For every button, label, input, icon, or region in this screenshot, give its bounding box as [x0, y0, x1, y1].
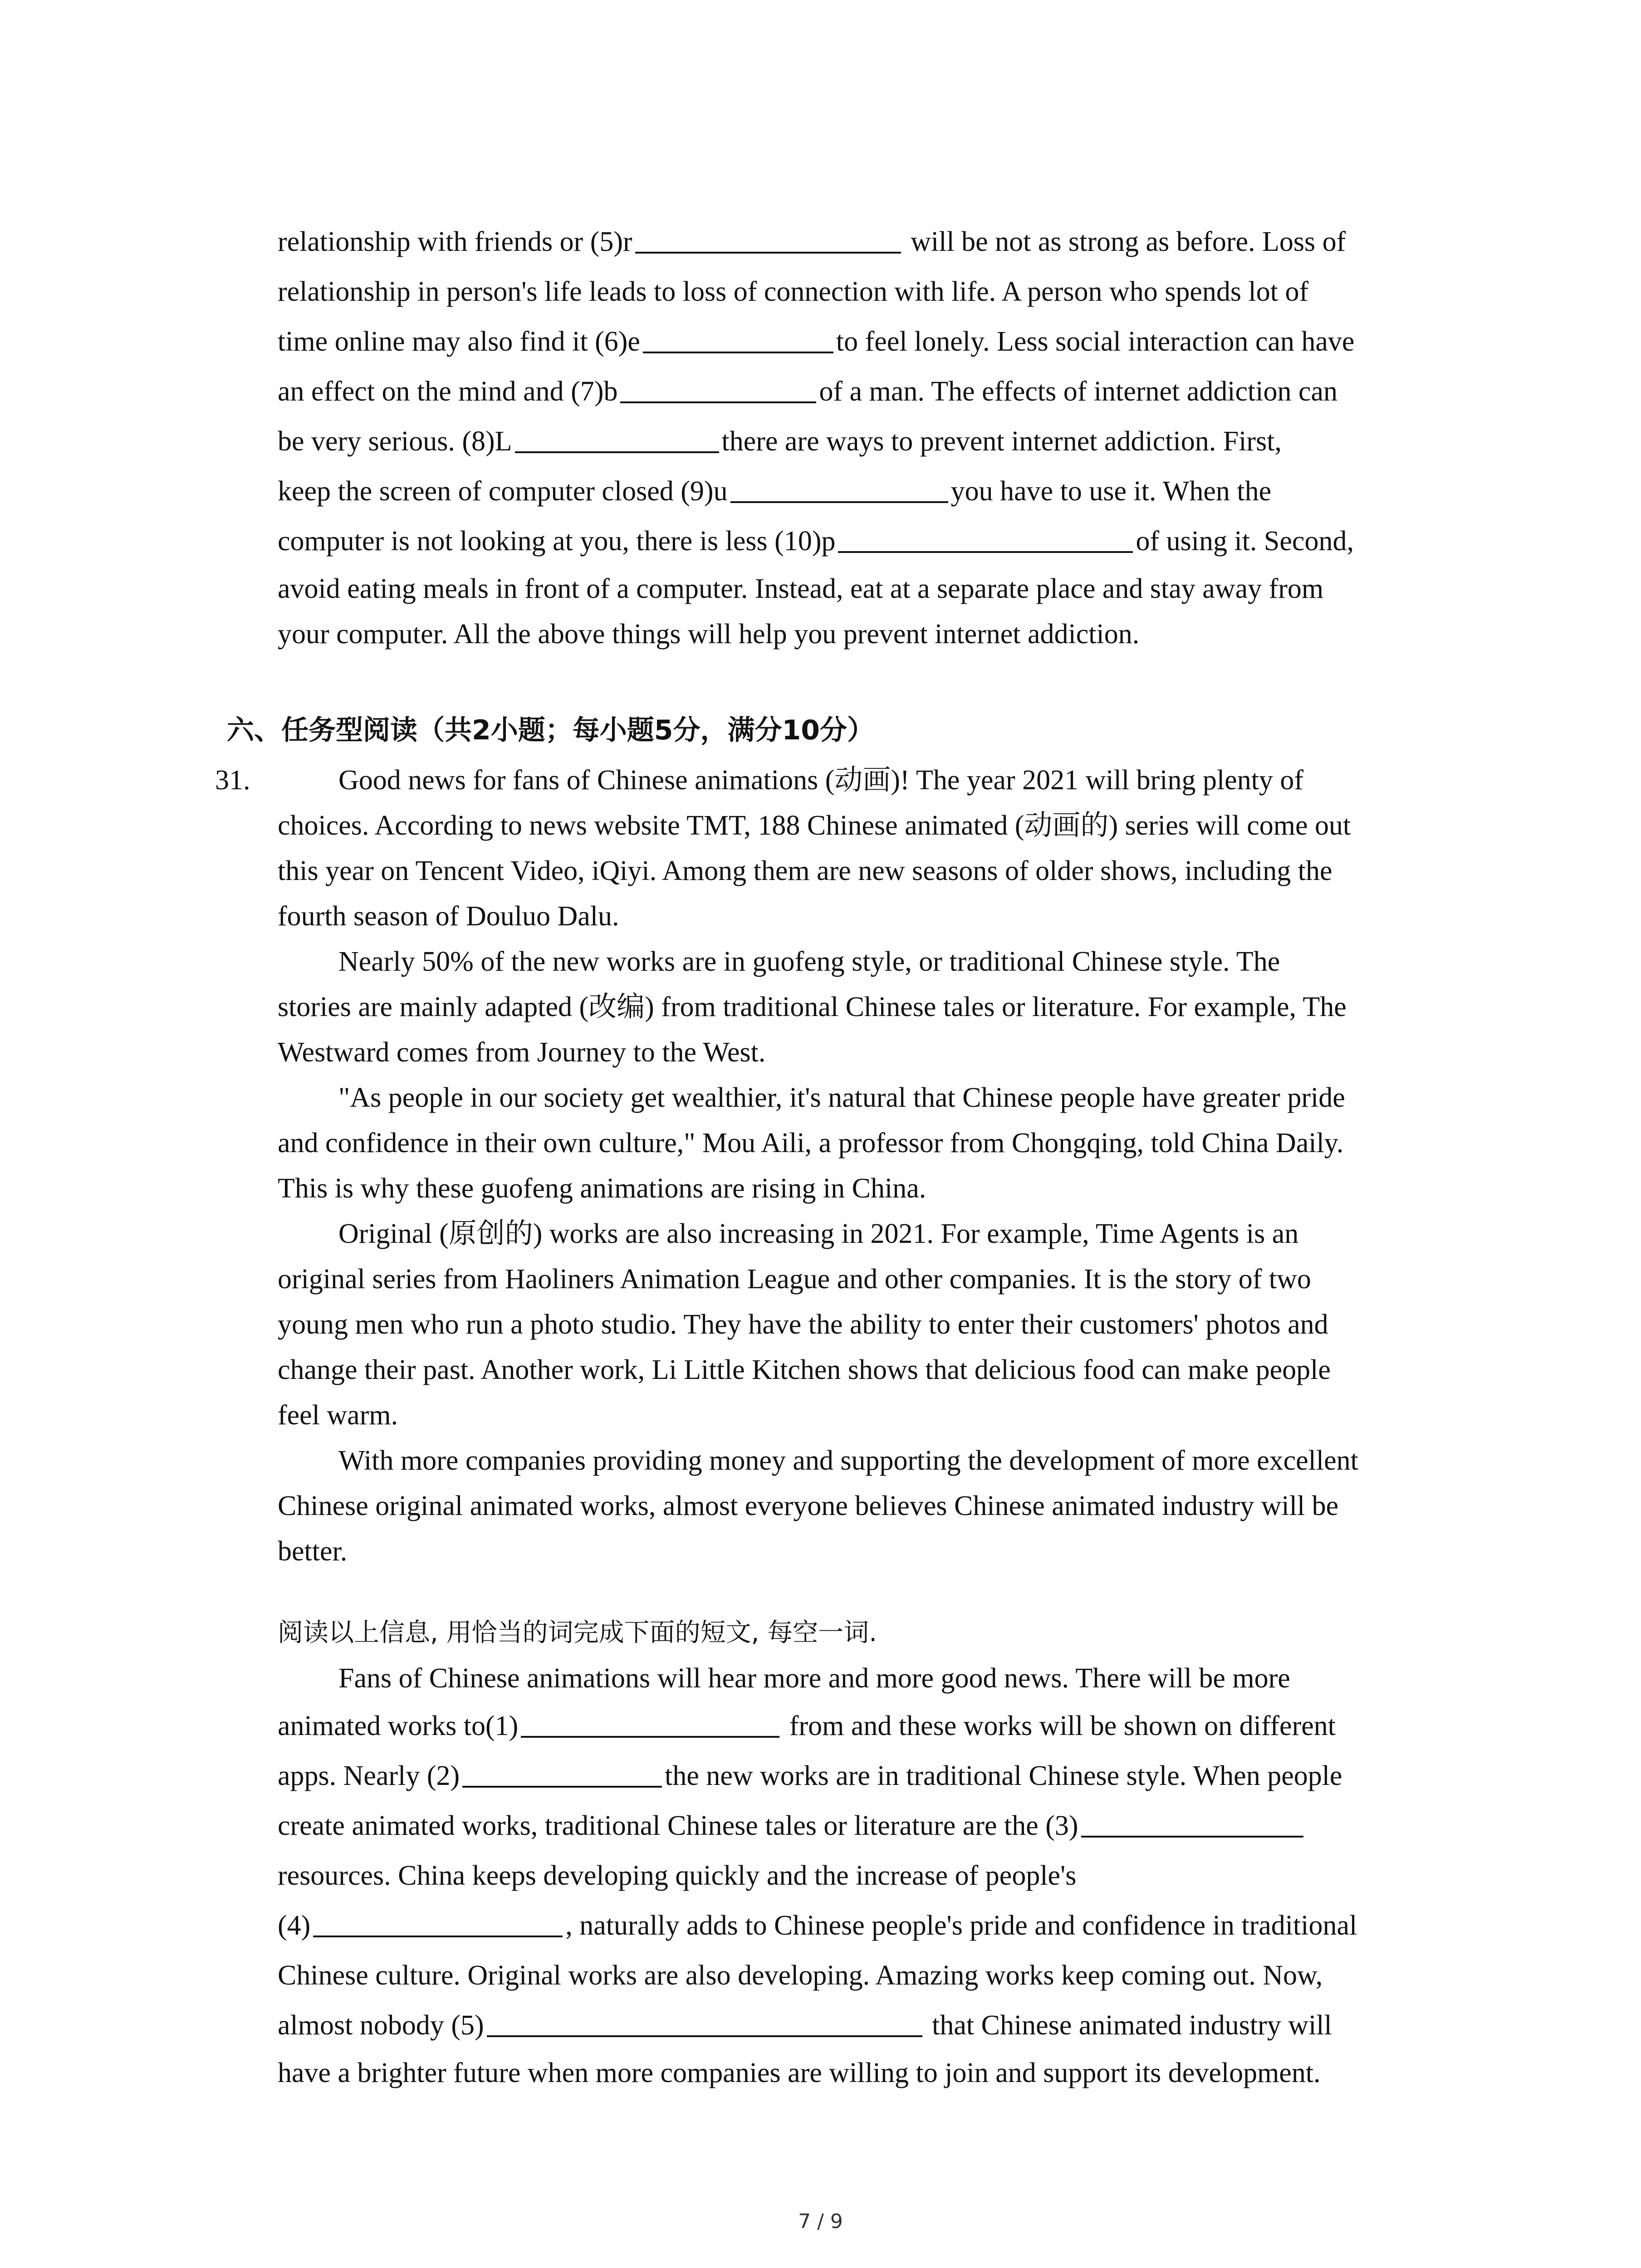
passage-top [278, 217, 1466, 657]
answer-blank-10[interactable] [838, 523, 1133, 553]
summary-line: apps. Nearly (2) the new works are in traditional Chinese style. When people [278, 1751, 1466, 1801]
passage-line: "As people in our society get wealthier, it's natural that Chinese people have greater pride [338, 1082, 1345, 1113]
passage-line: relationship with friends or (5)r will be not as strong as before. Loss of [278, 217, 1466, 267]
summary-blank-2[interactable] [462, 1758, 662, 1788]
summary-blank-4[interactable] [313, 1907, 563, 1937]
answer-blank-8[interactable] [515, 423, 719, 453]
reading-paragraph-3 [278, 1075, 1466, 1211]
passage-line: choices. According to news website TMT, 188 Chinese animated (动画的) series will come out [278, 810, 1351, 841]
passage-line: avoid eating meals in front of a computer. Instead, eat at a separate place and stay away from [278, 573, 1324, 604]
summary-passage [278, 1656, 1466, 2096]
summary-blank-3[interactable] [1081, 1808, 1303, 1838]
reading-paragraph-4 [278, 1211, 1466, 1438]
summary-line: (4) , naturally adds to Chinese people's pride and confidence in traditional [278, 1901, 1466, 1950]
answer-blank-5[interactable] [635, 224, 901, 254]
summary-line: almost nobody (5) that Chinese animated industry will [278, 2000, 1466, 2050]
passage-line: time online may also find it (6)e to feel lonely. Less social interaction can have [278, 317, 1466, 367]
summary-line: Fans of Chinese animations will hear more and more good news. There will be more [338, 1663, 1290, 1694]
passage-line: and confidence in their own culture," Mou Aili, a professor from Chongqing, told China Daily. [278, 1128, 1344, 1158]
page-number: 7 / 9 [798, 2210, 843, 2233]
summary-line: have a brighter future when more companies are willing to join and support its development. [278, 2058, 1321, 2088]
passage-line: keep the screen of computer closed (9)u you have to use it. When the [278, 466, 1466, 516]
passage-line: original series from Haoliners Animation League and other companies. It is the story of two [278, 1264, 1311, 1295]
passage-line: relationship in person's life leads to loss of connection with life. A person who spends lot of [278, 276, 1309, 307]
reading-paragraph-5 [278, 1438, 1466, 1574]
spacer [278, 1574, 1466, 1610]
question-31 [215, 758, 1466, 2096]
question-number: 31. [215, 765, 250, 796]
summary-blank-5[interactable] [487, 2007, 922, 2037]
passage-line: feel warm. [278, 1400, 398, 1431]
reading-paragraph-2 [278, 939, 1466, 1075]
passage-line: an effect on the mind and (7)b of a man. The effects of internet addiction can [278, 367, 1466, 416]
answer-blank-6[interactable] [643, 323, 833, 353]
passage-line: Nearly 50% of the new works are in guofeng style, or traditional Chinese style. The [338, 946, 1280, 977]
reading-paragraph-1 [278, 758, 1466, 939]
passage-line: Original (原创的) works are also increasing in 2021. For example, Time Agents is an [338, 1218, 1299, 1249]
task-instruction: 阅读以上信息, 用恰当的词完成下面的短文, 每空一词. [278, 1618, 877, 1647]
passage-line: Chinese original animated works, almost everyone believes Chinese animated industry will be [278, 1491, 1339, 1521]
passage-line: be very serious. (8)L there are ways to prevent internet addiction. First, [278, 416, 1466, 466]
summary-line: animated works to(1) from and these works will be shown on different [278, 1701, 1466, 1751]
passage-line: Westward comes from Journey to the West. [278, 1037, 766, 1068]
passage-line: your computer. All the above things will help you prevent internet addiction. [278, 619, 1140, 650]
passage-line: This is why these guofeng animations are rising in China. [278, 1173, 926, 1204]
passage-line: computer is not looking at you, there is less (10)p of using it. Second, [278, 516, 1466, 566]
summary-line: resources. China keeps developing quickly and the increase of people's [278, 1860, 1077, 1891]
passage-line: better. [278, 1536, 348, 1567]
answer-blank-9[interactable] [730, 473, 948, 503]
summary-blank-1[interactable] [521, 1708, 779, 1738]
passage-line: young men who run a photo studio. They have the ability to enter their customers' photos and [278, 1309, 1328, 1340]
passage-line: stories are mainly adapted (改编) from traditional Chinese tales or literature. For example, The [278, 992, 1347, 1022]
passage-line: change their past. Another work, Li Little Kitchen shows that delicious food can make people [278, 1354, 1331, 1385]
summary-line: create animated works, traditional Chinese tales or literature are the (3) [278, 1801, 1466, 1851]
passage-line: With more companies providing money and supporting the development of more excellent [338, 1445, 1358, 1476]
summary-line: Chinese culture. Original works are also developing. Amazing works keep coming out. Now, [278, 1960, 1323, 1991]
section-heading: 六、任务型阅读（共2小题；每小题5分，满分10分） [227, 714, 874, 746]
passage-line: this year on Tencent Video, iQiyi. Among them are new seasons of older shows, including the [278, 855, 1332, 886]
passage-line: fourth season of Douluo Dalu. [278, 901, 619, 932]
answer-blank-7[interactable] [620, 373, 816, 403]
passage-line: Good news for fans of Chinese animations (动画)! The year 2021 will bring plenty of [338, 765, 1304, 796]
